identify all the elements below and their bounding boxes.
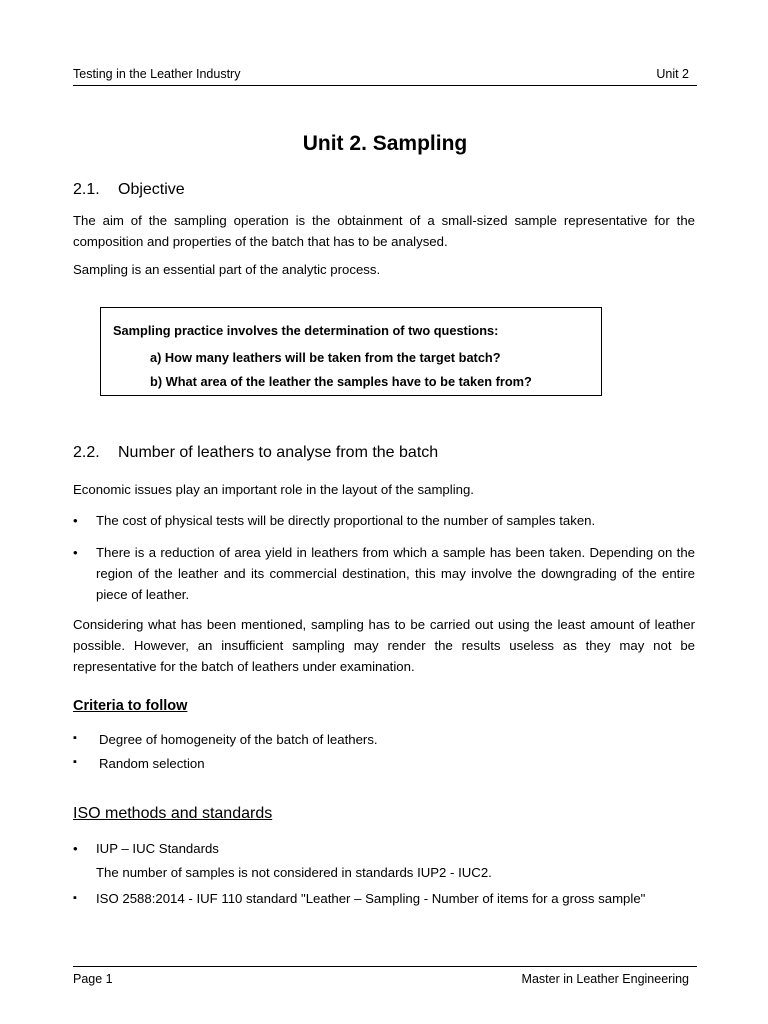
box-question-b: b) What area of the leather the samples have to be taken from? (150, 374, 532, 389)
square-bullet-icon: ▪ (73, 892, 77, 904)
list-item: ▪ Degree of homogeneity of the batch of leathers. (73, 732, 378, 747)
iso-item-note: The number of samples is not considered in standards IUP2 - IUC2. (96, 865, 492, 880)
list-item: • IUP – IUC Standards The number of samples is not considered in standards IUP2 - IUC2. (73, 838, 695, 883)
bullet-dot-icon: • (73, 513, 78, 528)
list-item: • There is a reduction of area yield in leathers from which a sample has been taken. Depending on the region of the leather and its commercial destination, this may involve the downgrading of the entire piece of leather. (73, 542, 695, 605)
running-header (73, 67, 697, 86)
box-lead: Sampling practice involves the determination of two questions: (113, 323, 499, 338)
list-item: ▪ Random selection (73, 756, 205, 771)
square-bullet-icon: ▪ (73, 732, 77, 744)
section-number: 2.2. (73, 444, 100, 461)
section-title: Number of leathers to analyse from the batch (118, 444, 439, 461)
iso-heading: ISO methods and standards (73, 805, 273, 822)
criteria-heading: Criteria to follow (73, 698, 188, 714)
bullet-dot-icon: • (73, 841, 78, 856)
section-heading-number-of-leathers (73, 444, 438, 462)
header-doc-title: Testing in the Leather Industry (73, 67, 241, 81)
page-number: Page 1 (73, 972, 113, 986)
header-unit: Unit 2 (656, 67, 689, 81)
section-number: 2.1. (73, 181, 100, 198)
section-title: Objective (118, 181, 185, 198)
economic-paragraph: Economic issues play an important role in the layout of the sampling. (73, 482, 474, 497)
page-footer (73, 966, 697, 986)
section-heading-objective (73, 181, 185, 199)
sampling-questions-box (100, 307, 602, 396)
square-bullet-icon: ▪ (73, 756, 77, 768)
bullet-dot-icon: • (73, 545, 78, 560)
objective-paragraph: The aim of the sampling operation is the obtainment of a small-sized sample representative for the composition and properties of the batch that has to be analysed. (73, 213, 695, 249)
considering-paragraph: Considering what has been mentioned, sampling has to be carried out using the least amount of leather possible. However, an insufficient sampling may render the results useless as they may not be representative for the batch of leathers under examination. (73, 617, 695, 674)
list-item: ▪ ISO 2588:2014 - IUF 110 standard "Leather – Sampling - Number of items for a gross sample" (73, 888, 695, 909)
page-title: Unit 2. Sampling (302, 132, 468, 155)
footer-program: Master in Leather Engineering (521, 972, 689, 986)
list-item: • The cost of physical tests will be directly proportional to the number of samples taken. (73, 510, 695, 531)
sampling-paragraph: Sampling is an essential part of the analytic process. (73, 262, 381, 277)
box-question-a: a) How many leathers will be taken from the target batch? (150, 350, 501, 365)
document-page (73, 0, 697, 1024)
